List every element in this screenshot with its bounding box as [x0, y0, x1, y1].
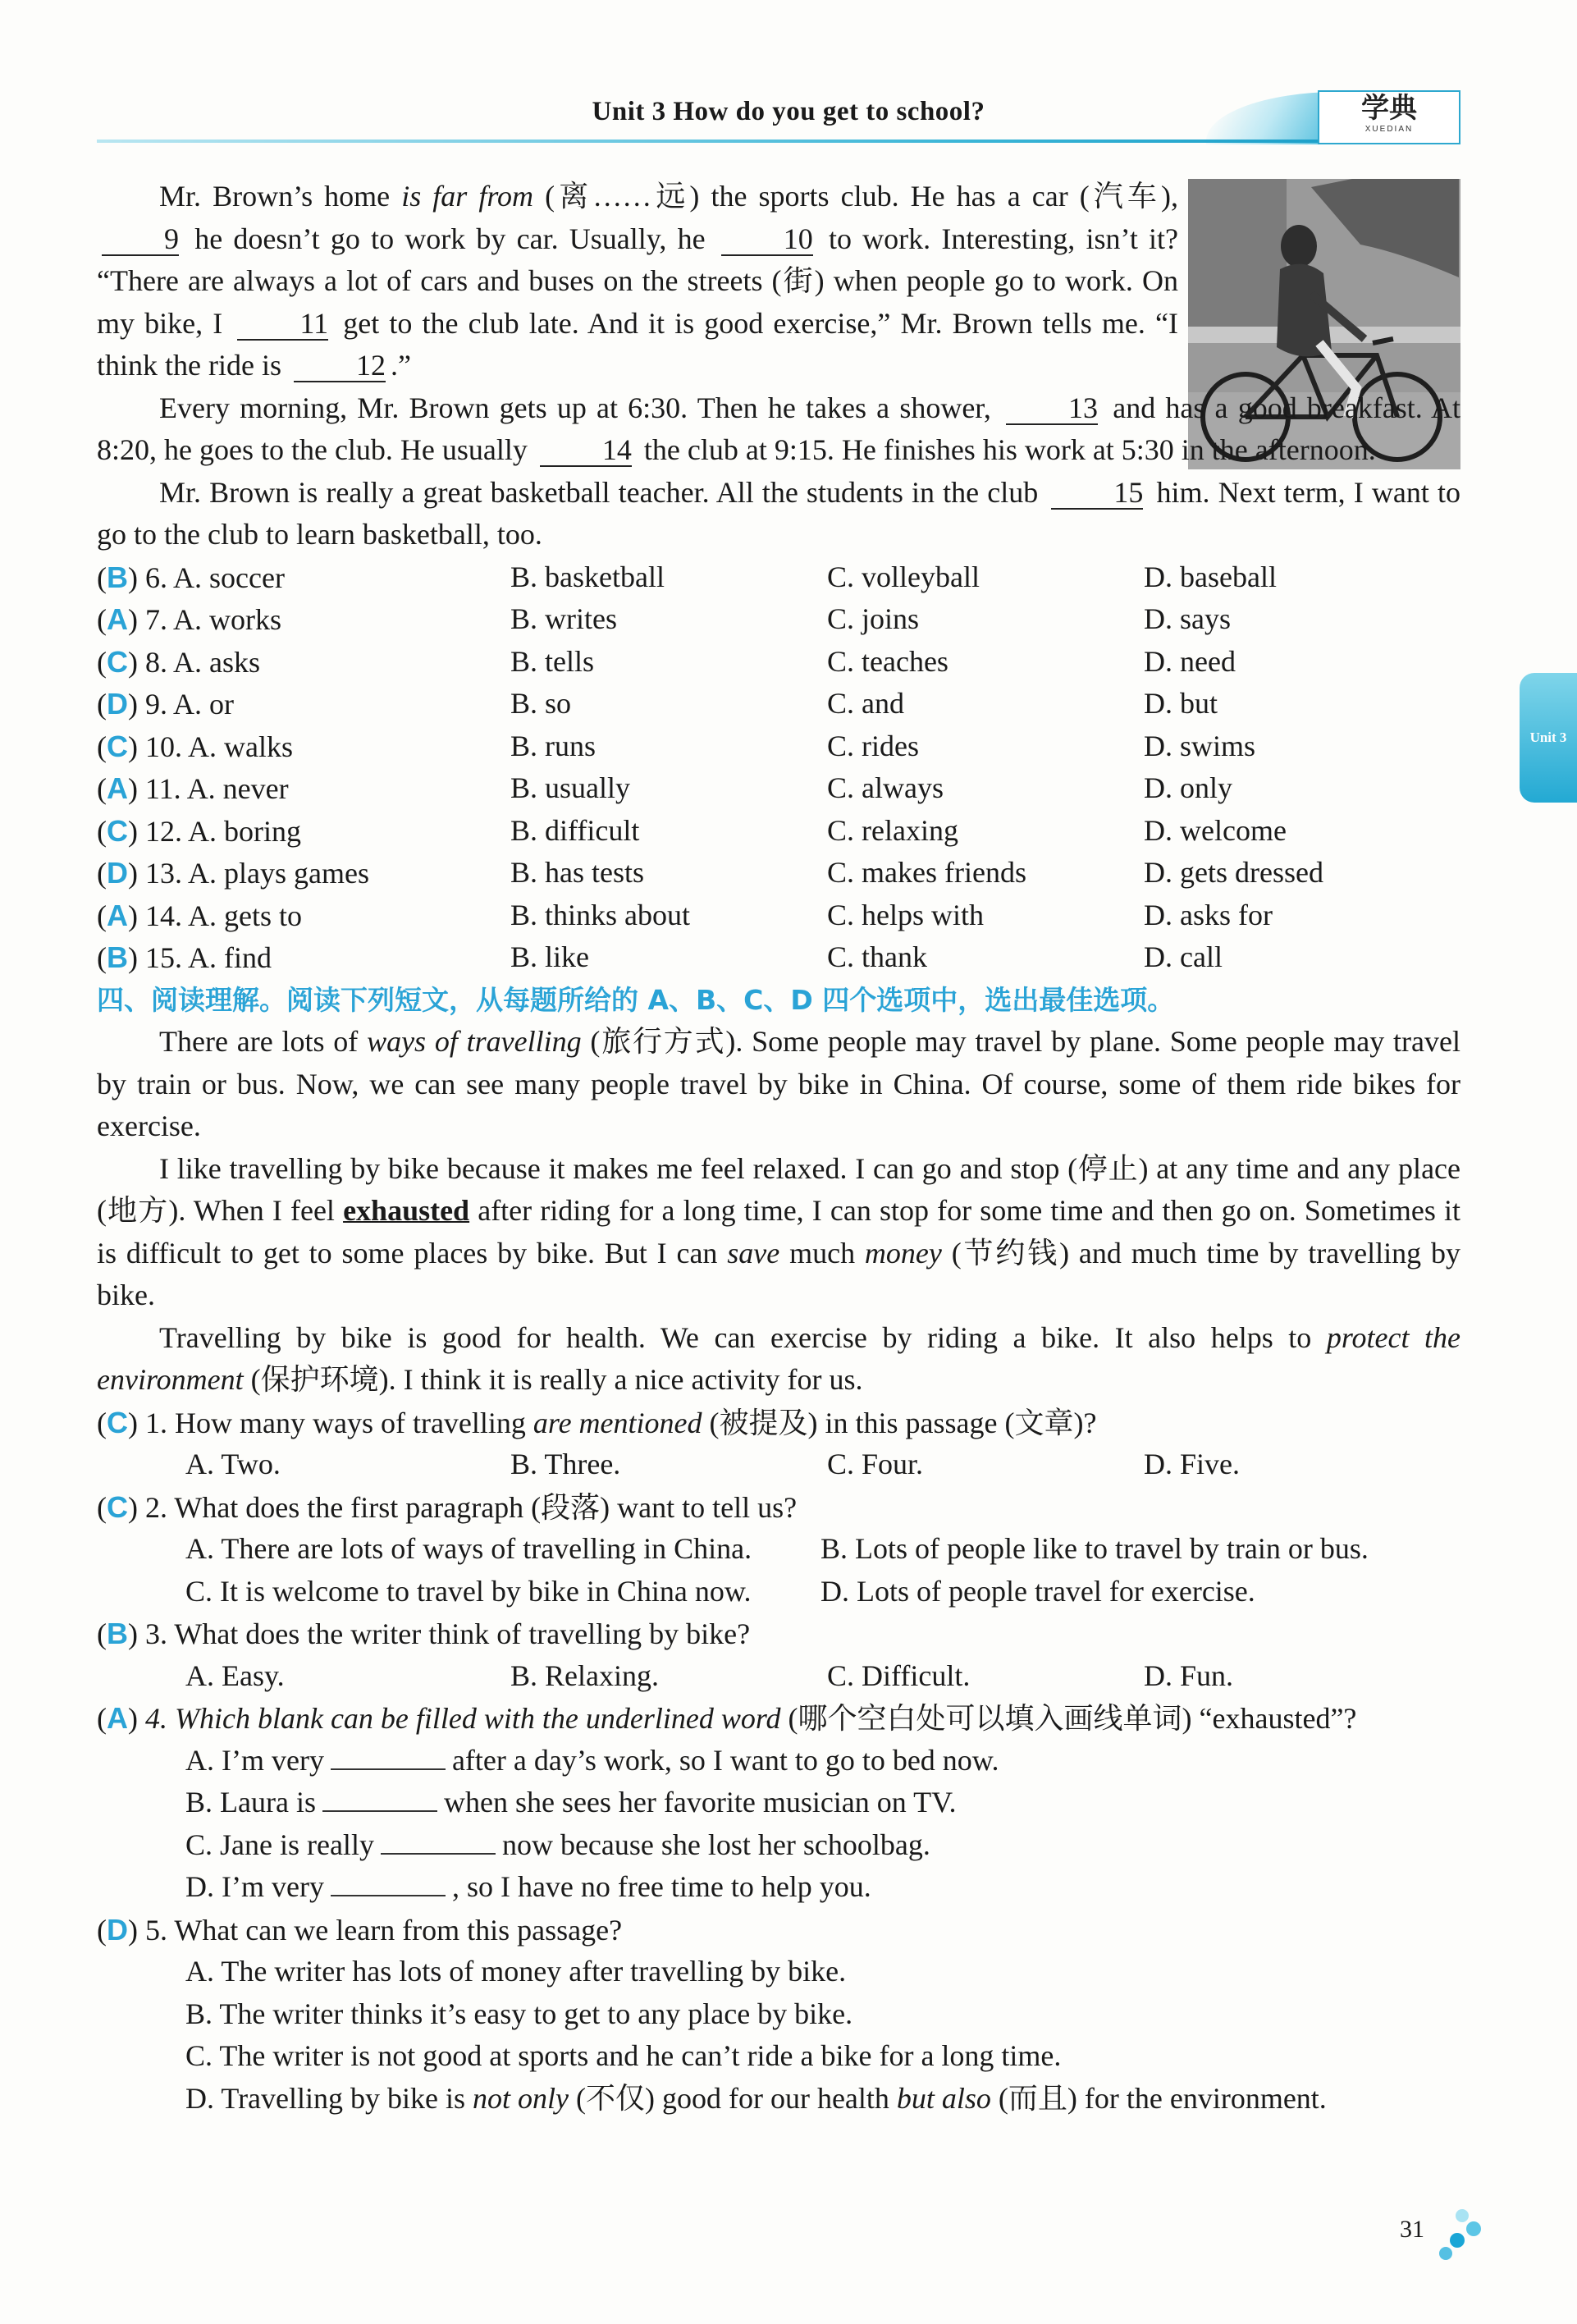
option-a: A. Two. [185, 1448, 281, 1480]
option-text: C. Jane is really [185, 1828, 374, 1861]
question-stem: (D) 9. A. or [97, 687, 235, 721]
answer-mark: C [107, 644, 128, 679]
option-a: A. plays games [188, 857, 369, 890]
question-row [97, 852, 1460, 894]
option-c: C. and [827, 687, 904, 720]
question-number: 9. [145, 688, 167, 721]
text-run: (节约钱) and much time by travelling by bike. [97, 1236, 1461, 1311]
italic-text: not only [473, 2081, 569, 2115]
option-text: D. I’m very [185, 1870, 324, 1903]
text-run: (离……远) the sports club. He has a car (汽车), [533, 180, 1178, 213]
question-stem: (C) 12. A. boring [97, 813, 302, 848]
options-row [97, 1528, 1460, 1571]
option-c: C. joins [827, 602, 920, 635]
options-row [97, 1443, 1460, 1486]
cloze-paragraph-3 [97, 472, 1460, 556]
answer-mark: A [107, 771, 128, 805]
italic-text: 4. Which blank can be filled with the underlined word [145, 1702, 781, 1735]
option-c: C. helps with [827, 898, 985, 931]
option-b: B. so [510, 687, 572, 720]
question-text: (哪个空白处可以填入画线单词) “exhausted”? [780, 1702, 1357, 1735]
text-run: Mr. Brown’s home [159, 180, 402, 213]
question-row [97, 556, 1460, 599]
reading-paragraph-1 [97, 1021, 1460, 1148]
cloze-blank-15: 15 [1051, 477, 1143, 510]
option-d: D. asks for [1144, 898, 1273, 931]
option-text: (而且) for the environment. [990, 2081, 1327, 2115]
header-rule [97, 140, 1328, 143]
question-stem: (C) 10. A. walks [97, 729, 294, 763]
question-stem: (B) 6. A. soccer [97, 560, 285, 594]
option-d: D. Lots of people travel for exercise. [820, 1574, 1255, 1608]
option-a: A. gets to [188, 899, 303, 932]
text-run: (保护环境). I think it is really a nice activity for us. [243, 1363, 863, 1396]
reading-question-5: (D) 5. What can we learn from this passage? [97, 1912, 623, 1947]
option-a: A. walks [188, 730, 294, 763]
option-b: B. has tests [510, 856, 645, 889]
question-row [97, 810, 1460, 853]
cloze-blank-14: 14 [540, 434, 632, 467]
question-row [97, 894, 1460, 937]
text-run: much [779, 1236, 865, 1270]
question-row [97, 598, 1460, 641]
text-run: he doesn’t go to work by car. Usually, he [184, 222, 716, 255]
question-row [97, 683, 1460, 725]
answer-mark: D [107, 856, 128, 890]
question-row [97, 641, 1460, 684]
answer-mark: C [107, 729, 128, 763]
text-run: him. Next term, I want to go to the club to learn basketball, too. [97, 475, 1460, 551]
reading-question-3: (B) 3. What does the writer think of travelling by bike? [97, 1617, 751, 1650]
reading-paragraph-2 [97, 1148, 1460, 1317]
option-c: C. It is welcome to travel by bike in China now. [185, 1574, 752, 1608]
answer-blank [381, 1828, 496, 1855]
question-number: 14. [145, 899, 182, 932]
text-run: There are lots of [159, 1025, 368, 1058]
option-text: A. I’m very [185, 1743, 324, 1777]
text-run: the club at 9:15. He finishes his work at 5:30 in the afternoon. [636, 433, 1376, 466]
question-text: 2. What does the first paragraph (段落) want to tell us? [145, 1490, 798, 1524]
option-b: B. tells [510, 644, 595, 678]
option-text: after a day’s work, so I want to go to bed now. [451, 1743, 999, 1777]
option-d: D. Five. [1144, 1448, 1240, 1480]
option-a: A. Easy. [185, 1658, 285, 1692]
option-text: B. Laura is [185, 1786, 316, 1818]
option-text: , so I have no free time to help you. [451, 1870, 871, 1903]
answer-mark: A [107, 602, 128, 636]
underlined-word: exhausted [343, 1194, 470, 1227]
question-text: (被提及) in this passage (文章)? [702, 1406, 1097, 1439]
option-d: D. need [1144, 644, 1236, 678]
answer-mark: D [107, 687, 128, 721]
option-a: A. boring [188, 814, 302, 848]
option-b: B. usually [510, 771, 631, 804]
text-run: to work. Interesting, isn’t it? “There are always a lot of cars and buses on the streets (街) when people go to work. On my bike, I [97, 222, 1178, 340]
option-b: B. like [510, 940, 589, 973]
option-d: D. says [1144, 602, 1231, 635]
question-number: 13. [145, 857, 182, 890]
question-row [97, 767, 1460, 810]
option-d: D. but [1144, 687, 1218, 720]
cloze-paragraph-2 [97, 387, 1460, 472]
reading-paragraph-3 [97, 1317, 1460, 1402]
answer-blank [322, 1786, 437, 1812]
option-c: C. Four. [827, 1448, 924, 1480]
question-number: 7. [145, 603, 167, 636]
answer-blank [331, 1870, 446, 1896]
question-stem: (A) 11. A. never [97, 771, 289, 805]
section-title-reading: 四、阅读理解。阅读下列短文，从每题所给的 A、B、C、D 四个选项中，选出最佳选项。 [97, 983, 1175, 1016]
question-stem: (B) 15. A. find [97, 940, 272, 974]
cloze-blank-13: 13 [1006, 392, 1098, 425]
option-c [97, 1824, 1460, 1867]
text-run: and has a good breakfast. At 8:20, he goes to the club. He usually [97, 391, 1460, 466]
option-b [97, 1782, 1460, 1824]
cloze-blank-10: 10 [721, 223, 813, 256]
brand-logo [1318, 90, 1460, 144]
italic-text: are mentioned [533, 1406, 702, 1439]
answer-mark: D [107, 1912, 128, 1947]
answer-mark: B [107, 1617, 128, 1650]
italic-text: money [864, 1236, 942, 1270]
option-d: D. baseball [1144, 560, 1277, 593]
cloze-options [97, 556, 1460, 979]
cloze-blank-9: 9 [102, 223, 179, 256]
option-c: C. relaxing [827, 813, 958, 847]
option-text: when she sees her favorite musician on TV. [443, 1786, 957, 1818]
option-d [97, 2078, 1460, 2120]
option-b: B. writes [510, 602, 617, 635]
option-c: C. always [827, 771, 944, 804]
question-number: 15. [145, 941, 182, 974]
text-run: after riding for a long time, I can stop for some time and then go on. Sometimes it is difficult to get to some places by bike. But I can [97, 1194, 1460, 1270]
option-b: B. runs [510, 729, 597, 762]
option-c: C. The writer is not good at sports and he can’t ride a bike for a long time. [185, 2039, 1062, 2072]
question-row [97, 936, 1460, 979]
option-a: A. There are lots of ways of travelling in China. [185, 1532, 752, 1565]
option-a: A. find [188, 941, 272, 974]
option-c: C. thank [827, 940, 927, 973]
option-d: D. only [1144, 771, 1232, 804]
option-a: A. asks [173, 645, 261, 679]
option-d: D. Fun. [1144, 1658, 1234, 1692]
option-b: B. Relaxing. [510, 1658, 659, 1692]
text-run: get to the club late. And it is good exercise,” Mr. Brown tells me. “I think the ride is [97, 306, 1178, 382]
answer-blank [331, 1744, 446, 1770]
option-b: B. Three. [510, 1448, 621, 1480]
brand-subtitle: XUEDIAN [1364, 125, 1414, 134]
option-a: A. works [173, 603, 282, 636]
cloze-blank-12: 12 [294, 350, 386, 382]
option-d [97, 1866, 1460, 1909]
question-number: 6. [145, 560, 167, 594]
option-a: A. soccer [173, 560, 285, 594]
option-d: D. welcome [1144, 813, 1287, 847]
page-content [97, 176, 1460, 2120]
option-a: A. or [173, 688, 235, 721]
question-number: 8. [145, 645, 167, 679]
text-run: .” [390, 349, 411, 382]
question-text: 5. What can we learn from this passage? [145, 1913, 623, 1947]
option-d: D. gets dressed [1144, 856, 1323, 889]
answer-mark: A [107, 1701, 128, 1735]
question-text: 3. What does the writer think of travelling by bike? [145, 1617, 751, 1650]
option-text: now because she lost her schoolbag. [501, 1828, 930, 1861]
answer-mark: B [107, 940, 128, 974]
question-row [97, 725, 1460, 768]
question-text: 1. How many ways of travelling [145, 1406, 533, 1439]
option-c: C. volleyball [827, 560, 980, 593]
option-c: C. Difficult. [827, 1658, 971, 1692]
reading-question-1: (C) 1. How many ways of travelling are mentioned (被提及) in this passage (文章)? [97, 1405, 1097, 1439]
footer-dots-decoration [1438, 2207, 1487, 2265]
option-text: (不仅) good for our health [569, 2081, 897, 2115]
answer-mark: C [107, 813, 128, 848]
question-stem: (D) 13. A. plays games [97, 856, 369, 890]
page-header-title: Unit 3 How do you get to school? [592, 97, 985, 126]
option-b: B. basketball [510, 560, 665, 593]
text-run: Every morning, Mr. Brown gets up at 6:30. Then he takes a shower, [159, 391, 1002, 424]
option-a: A. The writer has lots of money after travelling by bike. [185, 1955, 847, 1988]
option-d: D. call [1144, 940, 1223, 973]
italic-text: but also [896, 2081, 991, 2115]
option-text: D. Travelling by bike is [185, 2081, 473, 2115]
option-c: C. teaches [827, 644, 948, 678]
text-run: Mr. Brown is really a great basketball teacher. All the students in the club [159, 475, 1047, 509]
italic-text: protect the environment [97, 1320, 1460, 1396]
option-c: C. makes friends [827, 856, 1026, 889]
cloze-blank-11: 11 [237, 308, 328, 341]
option-b: B. difficult [510, 813, 640, 847]
text-run: Travelling by bike is good for health. We can exercise by riding a bike. It also helps to [159, 1320, 1327, 1354]
brand-name: 学典 [1361, 92, 1417, 125]
question-stem: (C) 8. A. asks [97, 644, 261, 679]
option-a [97, 1740, 1460, 1782]
italic-text: save [727, 1236, 780, 1270]
options-row [97, 1571, 1460, 1613]
text-run: (旅行方式). Some people may travel by plane. Some people may travel by train or bus. Now, we can see many people travel by bike in China. Of course, some of them ride bikes for exercise. [97, 1025, 1461, 1142]
page-number: 31 [1400, 2216, 1424, 2243]
question-number: 11. [145, 772, 181, 805]
option-b: B. The writer thinks it’s easy to get to any place by bike. [185, 1997, 853, 2030]
question-number: 10. [145, 730, 182, 763]
unit-side-tab: Unit 3 [1520, 673, 1577, 803]
answer-mark: C [107, 1405, 128, 1439]
options-row [97, 1655, 1460, 1698]
option-a: A. never [186, 772, 289, 805]
answer-mark: C [107, 1489, 128, 1524]
option-b: B. Lots of people like to travel by train or bus. [820, 1532, 1369, 1565]
italic-text: ways of travelling [367, 1025, 582, 1058]
italic-text: is far from [401, 180, 534, 213]
reading-question-2: (C) 2. What does the first paragraph (段落) want to tell us? [97, 1489, 798, 1524]
question-stem: (A) 14. A. gets to [97, 898, 303, 932]
question-stem: (A) 7. A. works [97, 602, 282, 636]
answer-mark: A [107, 898, 128, 932]
reading-question-4: (A) 4. Which blank can be filled with the underlined word (哪个空白处可以填入画线单词) “exhausted”? [97, 1701, 1357, 1735]
option-d: D. swims [1144, 729, 1256, 762]
question-number: 12. [145, 814, 182, 848]
cloze-paragraph-1 [97, 176, 1178, 387]
text-run: I like travelling by bike because it makes me feel relaxed. I can go and stop (停止) at any time and any place (地方). When I feel [97, 1151, 1460, 1227]
option-b: B. thinks about [510, 898, 691, 931]
option-c: C. rides [827, 729, 919, 762]
answer-mark: B [107, 560, 128, 594]
